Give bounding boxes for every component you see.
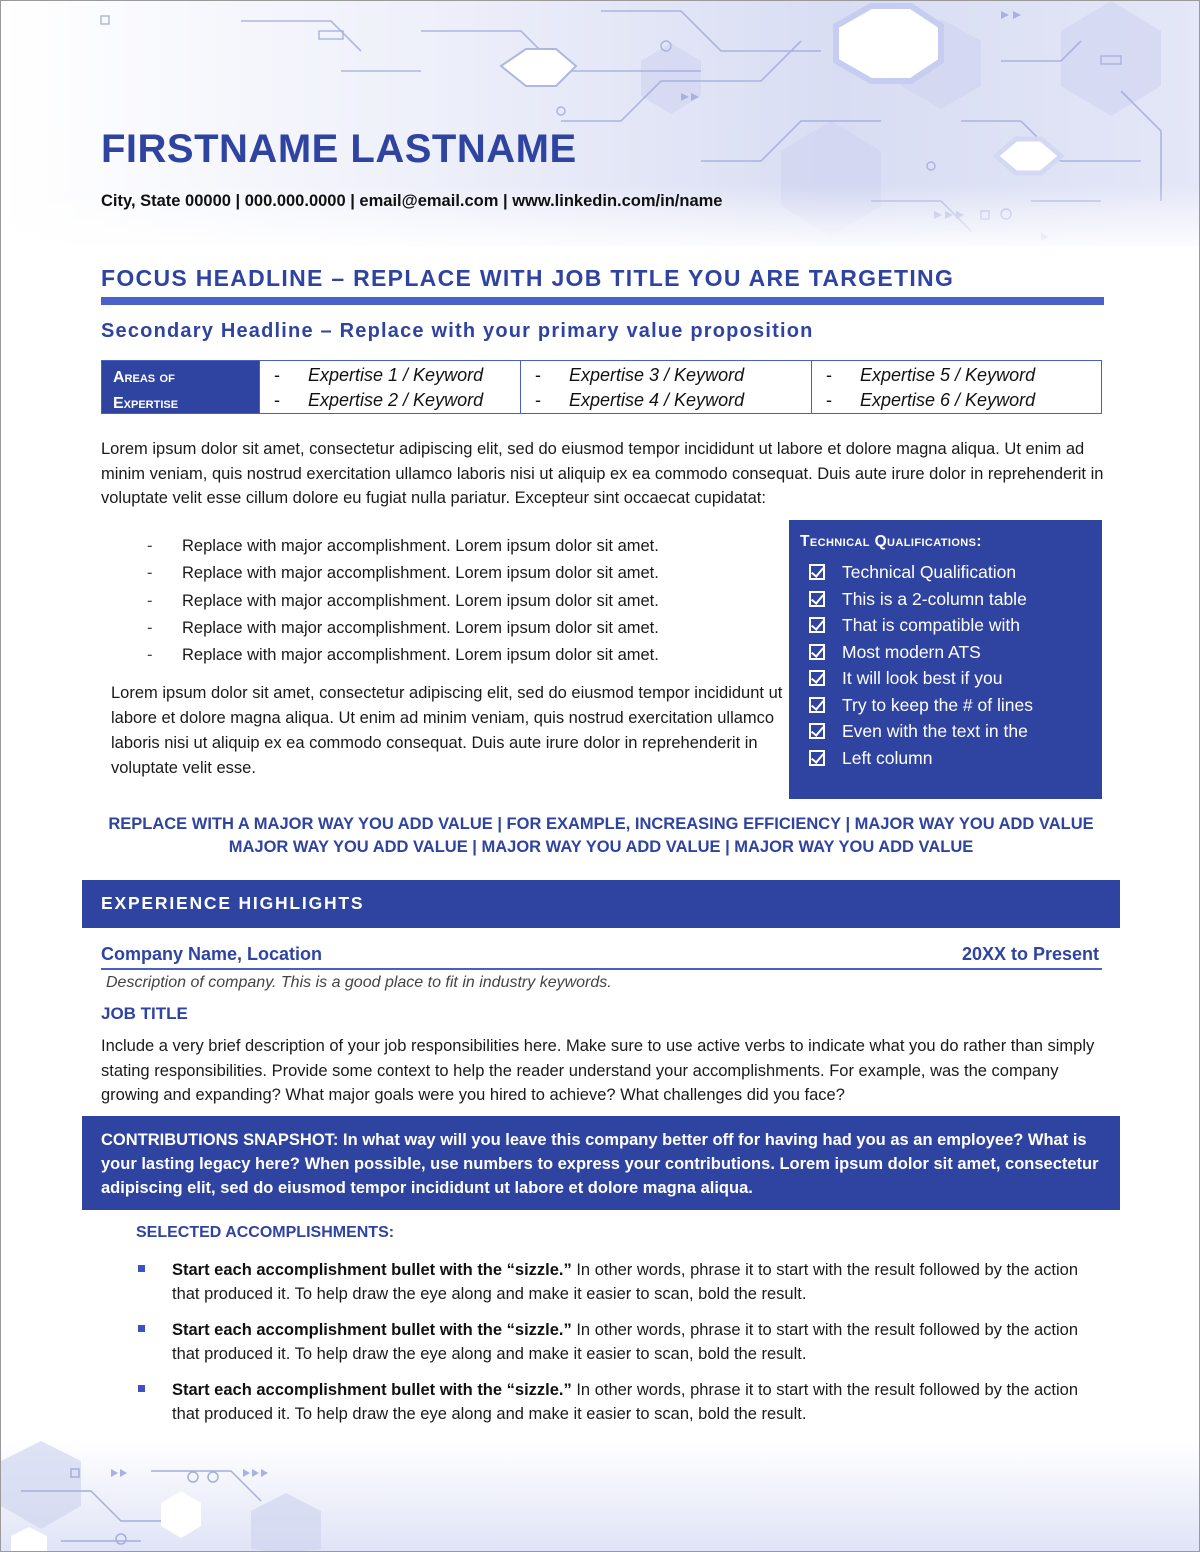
value-proposition-line-1: REPLACE WITH A MAJOR WAY YOU ADD VALUE | FOR EXAMPLE, INCREASING EFFICIENCY | MAJOR WAY YOU ADD VALUE xyxy=(108,815,1094,833)
list-item-text: Even with the text in the xyxy=(842,721,1028,741)
dash-bullet: - xyxy=(826,390,832,410)
job-title: JOB TITLE xyxy=(101,1004,188,1023)
accomplishment-text: In other words, phrase it to start with the result followed by the action that produced it. To help draw the eye along and make it easier to scan, bold the result. xyxy=(172,1261,1079,1303)
technical-qualifications-box xyxy=(789,520,1102,799)
list-item-text: Left column xyxy=(842,747,933,768)
checkbox-checked-icon xyxy=(809,750,825,766)
job-responsibilities: Include a very brief description of your job responsibilities here. Make sure to use active verbs to indicate what you do rather than simply stating responsibilities. Provide some context to help the reader understand your accomplishments. For example, was the company growing and expanding? What major goals were you hired to achieve? What challenges did you face? xyxy=(101,1037,1095,1104)
technical-qualifications-list xyxy=(809,559,1102,771)
expertise-column-3 xyxy=(811,361,1101,413)
accomplishment-bold: Start each accomplishment bullet with the “sizzle.” xyxy=(172,1261,572,1279)
list-item xyxy=(147,642,659,669)
list-item xyxy=(809,612,1102,639)
list-item xyxy=(147,560,659,587)
expertise-item-text: Expertise 2 / Keyword xyxy=(308,390,484,410)
accomplishment-bold: Start each accomplishment bullet with the “sizzle.” xyxy=(172,1381,572,1399)
expertise-item xyxy=(826,388,1101,413)
summary-paragraph-2: Lorem ipsum dolor sit amet, consectetur adipiscing elit, sed do eiusmod tempor incididunt ut labore et dolore magna aliqua. Ut enim ad minim veniam, quis nostrud exercitation ullamco laboris nisi ut aliquip ex ea commodo consequat. Duis aute irure dolor in reprehenderit in voluptate velit esse. xyxy=(111,684,783,777)
list-item-text: Try to keep the # of lines xyxy=(842,694,1033,715)
expertise-item xyxy=(274,363,520,388)
dash-bullet: - xyxy=(274,390,280,410)
list-item-text: Replace with major accomplishment. Lorem ipsum dolor sit amet. xyxy=(182,537,659,555)
checkbox-checked-icon xyxy=(809,644,825,660)
expertise-item-text: Expertise 4 / Keyword xyxy=(569,390,745,410)
candidate-name: FIRSTNAME LASTNAME xyxy=(101,127,577,171)
contributions-snapshot: CONTRIBUTIONS SNAPSHOT: In what way will you leave this company better off for having had you as an employee? What is your lasting legacy here? When possible, use numbers to express your contributions. Lorem ipsum dolor sit amet, consectetur adipiscing elit, sed do eiusmod tempor incididunt ut labore et dolore magna aliqua. xyxy=(82,1116,1120,1210)
list-item-text: Replace with major accomplishment. Lorem ipsum dolor sit amet. xyxy=(182,646,659,665)
technical-qualifications-title: Technical Qualifications: xyxy=(800,533,982,550)
list-item-text: It will look best if you xyxy=(842,668,1003,688)
list-item xyxy=(809,718,1102,745)
checkbox-checked-icon xyxy=(809,723,825,739)
footer-circuit-background xyxy=(1,1441,1200,1552)
checkbox-checked-icon xyxy=(809,670,825,686)
checkbox-checked-icon xyxy=(809,591,825,607)
dash-bullet: - xyxy=(535,365,541,385)
accomplishment-text: In other words, phrase it to start with the result followed by the action that produced it. To help draw the eye along and make it easier to scan, bold the result. xyxy=(172,1321,1079,1363)
expertise-item xyxy=(535,388,811,413)
list-item-text: That is compatible with xyxy=(842,615,1020,635)
checkbox-checked-icon xyxy=(809,617,825,633)
checkbox-checked-icon xyxy=(809,697,825,713)
list-item xyxy=(147,588,659,615)
expertise-item-text: Expertise 3 / Keyword xyxy=(569,365,745,385)
accomplishment-bullet xyxy=(136,1378,1106,1426)
expertise-label-line1: Areas of xyxy=(113,369,175,386)
list-item xyxy=(147,533,659,560)
expertise-item-text: Expertise 1 / Keyword xyxy=(308,365,484,385)
dash-bullet: - xyxy=(826,365,832,385)
selected-accomplishments-title: SELECTED ACCOMPLISHMENTS: xyxy=(136,1224,395,1241)
list-item xyxy=(809,559,1102,586)
accomplishment-bullet xyxy=(136,1258,1106,1306)
list-item-text: This is a 2-column table xyxy=(842,588,1027,609)
expertise-item-text: Expertise 5 / Keyword xyxy=(860,365,1036,385)
focus-headline-rule xyxy=(101,297,1104,305)
dash-bullet: - xyxy=(147,537,153,555)
list-item-text: Replace with major accomplishment. Lorem ipsum dolor sit amet. xyxy=(182,591,659,610)
list-item-text: Most modern ATS xyxy=(842,641,981,662)
list-item-text: Replace with major accomplishment. Lorem ipsum dolor sit amet. xyxy=(182,564,659,583)
list-item xyxy=(809,745,1102,772)
checkbox-checked-icon xyxy=(809,564,825,580)
list-item xyxy=(809,586,1102,613)
expertise-column-1 xyxy=(259,361,520,413)
accomplishment-bold: Start each accomplishment bullet with the “sizzle.” xyxy=(172,1321,572,1339)
contact-line: City, State 00000 | 000.000.0000 | email@email.com | www.linkedin.com/in/name xyxy=(101,192,723,210)
expertise-table xyxy=(101,360,1102,414)
dash-bullet: - xyxy=(147,646,153,665)
company-description: Description of company. This is a good place to fit in industry keywords. xyxy=(106,974,612,991)
list-item xyxy=(809,665,1102,692)
expertise-item xyxy=(826,363,1101,388)
secondary-headline: Secondary Headline – Replace with your primary value proposition xyxy=(101,320,814,342)
list-item xyxy=(809,692,1102,719)
dash-bullet: - xyxy=(147,564,153,583)
list-item-text: Replace with major accomplishment. Lorem ipsum dolor sit amet. xyxy=(182,618,659,637)
expertise-label-line2: Expertise xyxy=(113,395,179,412)
experience-section-header: EXPERIENCE HIGHLIGHTS xyxy=(82,880,1120,928)
summary-paragraph: Lorem ipsum dolor sit amet, consectetur adipiscing elit, sed do eiusmod tempor incididunt ut labore et dolore magna aliqua. Ut enim ad minim veniam, quis nostrud exercitation ullamco laboris nisi ut aliquip ex ea commodo consequat. Duis aute irure dolor in reprehenderit in voluptate velit esse cillum dolore eu fugiat nulla pariatur. Excepteur sint occaecat cupidatat: xyxy=(101,440,1104,507)
expertise-item-text: Expertise 6 / Keyword xyxy=(860,390,1036,410)
expertise-item xyxy=(535,363,811,388)
expertise-column-2 xyxy=(520,361,811,413)
focus-headline: FOCUS HEADLINE – REPLACE WITH JOB TITLE YOU ARE TARGETING xyxy=(101,265,955,291)
employment-dates: 20XX to Present xyxy=(961,944,1099,964)
list-item xyxy=(809,639,1102,666)
accomplishment-text: In other words, phrase it to start with the result followed by the action that produced it. To help draw the eye along and make it easier to scan, bold the result. xyxy=(172,1381,1079,1423)
expertise-label xyxy=(102,361,259,413)
dash-bullet: - xyxy=(147,591,153,610)
dash-bullet: - xyxy=(274,365,280,385)
accomplishment-bullet xyxy=(136,1318,1106,1366)
list-item xyxy=(147,615,659,642)
dash-bullet: - xyxy=(535,390,541,410)
company-rule xyxy=(101,968,1102,970)
value-proposition-line-2: MAJOR WAY YOU ADD VALUE | MAJOR WAY YOU ADD VALUE | MAJOR WAY YOU ADD VALUE xyxy=(228,838,974,856)
list-item-text: Technical Qualification xyxy=(842,562,1017,582)
expertise-item xyxy=(274,388,520,413)
company-name: Company Name, Location xyxy=(101,944,323,964)
dash-bullet: - xyxy=(147,618,153,637)
summary-bullet-list xyxy=(147,533,659,669)
